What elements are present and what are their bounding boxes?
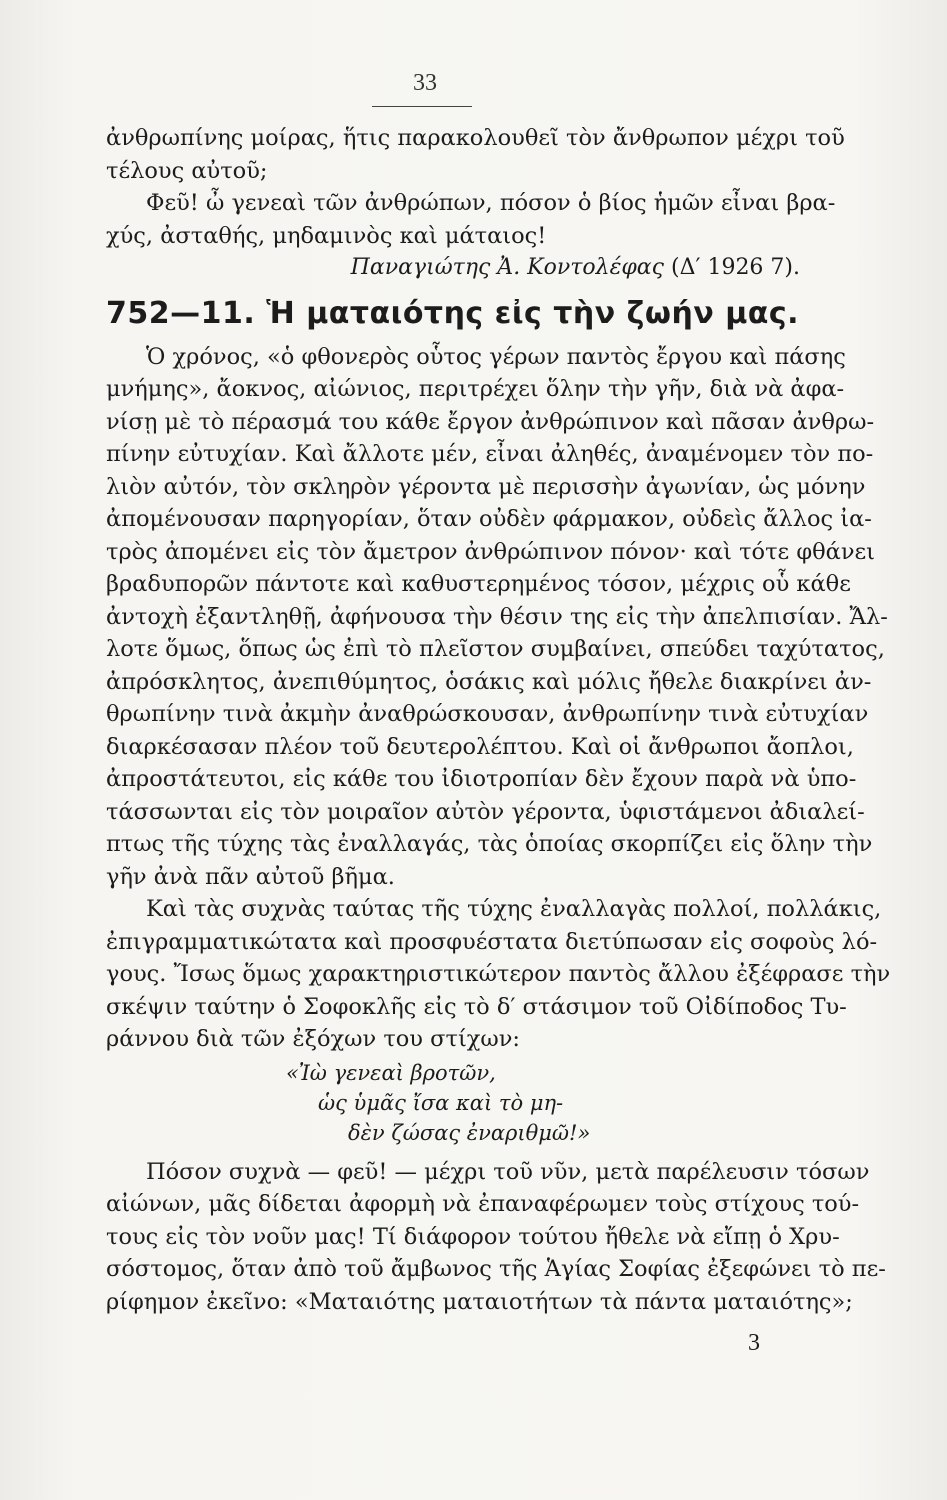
text-line: γῆν ἀνὰ πᾶν αὐτοῦ βῆμα. — [106, 863, 395, 890]
verse-quote — [106, 1058, 800, 1148]
text-line: ἀπρόσκλητος, ἀνεπιθύμητος, ὁσάκις καὶ μόλις ἤθελε διακρίνει ἀν- — [106, 668, 872, 695]
text-line: Φεῦ! ὦ γενεαὶ τῶν ἀνθρώπων, πόσον ὁ βίος ἡμῶν εἶναι βρα- — [146, 190, 836, 216]
text-line: τρὸς ἀπομένει εἰς τὸν ἄμετρον ἀνθρώπινον πόνον· καὶ τότε φθάνει — [106, 538, 875, 565]
text-line: ἐπιγραμματικώτατα καὶ προσφυέστατα διετύπωσαν εἰς σοφοὺς λό- — [106, 928, 878, 955]
text-line: ἀνθρωπίνης μοίρας, ἥτις παρακολουθεῖ τὸν ἄνθρωπον μέχρι τοῦ — [106, 125, 845, 151]
text-line: αἰώνων, μᾶς δίδεται ἀφορμὴ νὰ ἐπαναφέρωμεν τοὺς στίχους τού- — [106, 1191, 860, 1217]
text-line: τέλους αὐτοῦ; — [106, 157, 268, 184]
text-line: ρίφημον ἐκεῖνο: «Ματαιότης ματαιοτήτων τὰ πάντα ματαιότης»; — [106, 1288, 853, 1315]
text-line: τάσσωνται εἰς τὸν μοιραῖον αὐτὸν γέροντα, ὑφιστάμενοι ἀδιαλεί- — [106, 798, 865, 825]
signature — [106, 252, 800, 285]
verse-line: «Ἰὼ γενεαὶ βροτῶν, — [286, 1060, 496, 1085]
text-line: ἀπομένουσαν παρηγορίαν, ὅταν οὐδὲν φάρμακον, οὐδεὶς ἄλλος ἰα- — [106, 506, 872, 532]
text-line: πτως τῆς τύχης τὰς ἐναλλαγάς, τὰς ὁποίας σκορπίζει εἰς ὅλην τὴν — [106, 831, 873, 857]
text-line: ἀντοχὴ ἐξαντληθῇ, ἀφήνουσα τὴν θέσιν της εἰς τὴν ἀπελπισίαν. Ἄλ- — [106, 603, 888, 630]
text-line: πίνην εὐτυχίαν. Καὶ ἄλλοτε μέν, εἶναι ἀληθές, ἀναμένομεν τὸν πο- — [106, 441, 874, 467]
text-line: μνήμης», ἄοκνος, αἰώνιος, περιτρέχει ὅλην τὴν γῆν, διὰ νὰ ἀφα- — [106, 376, 845, 402]
text-line: βραδυπορῶν πάντοτε καὶ καθυστερημένος τόσον, μέχρις οὗ κάθε — [106, 571, 851, 597]
verse-line: δὲν ζώσας ἐναριθμῶ!» — [348, 1120, 591, 1145]
text-line: ράννου διὰ τῶν ἐξόχων του στίχων: — [106, 1026, 521, 1052]
paragraph-2 — [106, 893, 891, 1056]
signature-mark: 3 — [748, 1330, 760, 1356]
text-line: γους. Ἴσως ὅμως χαρακτηριστικώτερον παντὸς ἄλλου ἐξέφρασε τὴν — [106, 961, 891, 987]
text-line: σκέψιν ταύτην ὁ Σοφοκλῆς εἰς τὸ δ′ στάσιμον τοῦ Οἰδίποδος Τυ- — [106, 993, 847, 1020]
intro-paragraph — [106, 122, 845, 252]
text-line: λοτε ὅμως, ὅπως ὡς ἐπὶ τὸ πλεῖστον συμβαίνει, σπεύδει ταχύτατος, — [106, 636, 885, 662]
paragraph-3 — [106, 1156, 886, 1319]
signature-date: (Δ′ 1926 7). — [670, 255, 800, 280]
header-rule — [372, 106, 472, 107]
paragraph-1 — [106, 341, 888, 894]
text-line: νίσῃ μὲ τὸ πέρασμά του κάθε ἔργον ἀνθρώπινον καὶ πᾶσαν ἀνθρω- — [106, 408, 875, 435]
text-line: σόστομος, ὅταν ἀπὸ τοῦ ἄμβωνος τῆς Ἁγίας Σοφίας ἐξεφώνει τὸ πε- — [106, 1256, 886, 1282]
text-line: ἀπροστάτευτοι, εἰς κάθε του ἰδιοτροπίαν δὲν ἔχουν παρὰ νὰ ὑπο- — [106, 766, 857, 792]
text-line: χύς, ἀσταθής, μηδαμινὸς καὶ μάταιος! — [106, 222, 547, 249]
section-heading: 752—11. Ἡ ματαιότης εἰς τὴν ζωήν μας. — [106, 295, 800, 331]
text-line: Ὁ χρόνος, «ὁ φθονερὸς οὗτος γέρων παντὸς ἔργου καὶ πάσης — [146, 343, 846, 370]
text-line: τους εἰς τὸν νοῦν μας! Τί διάφορον τούτου ἤθελε νὰ εἴπῃ ὁ Χρυ- — [106, 1223, 840, 1250]
page-body — [106, 122, 891, 1318]
signature-author: Παναγιώτης Ἀ. Κοντολέφας — [350, 255, 664, 280]
text-line: Πόσον συχνὰ — φεῦ! — μέχρι τοῦ νῦν, μετὰ παρέλευσιν τόσων — [146, 1158, 870, 1185]
page-number: 33 — [413, 70, 437, 96]
text-line: θρωπίνην τινὰ ἀκμὴν ἀναθρώσκουσαν, ἀνθρωπίνην τινὰ εὐτυχίαν — [106, 701, 869, 727]
text-line: λιὸν αὐτόν, τὸν σκληρὸν γέροντα μὲ περισσὴν ἀγωνίαν, ὡς μόνην — [106, 473, 866, 500]
text-line: Καὶ τὰς συχνὰς ταύτας τῆς τύχης ἐναλλαγὰς πολλοί, πολλάκις, — [146, 896, 882, 922]
verse-line: ὡς ὑμᾶς ἴσα καὶ τὸ μη- — [318, 1090, 564, 1115]
text-line: διαρκέσασαν πλέον τοῦ δευτερολέπτου. Καὶ οἱ ἄνθρωποι ἄοπλοι, — [106, 733, 854, 760]
